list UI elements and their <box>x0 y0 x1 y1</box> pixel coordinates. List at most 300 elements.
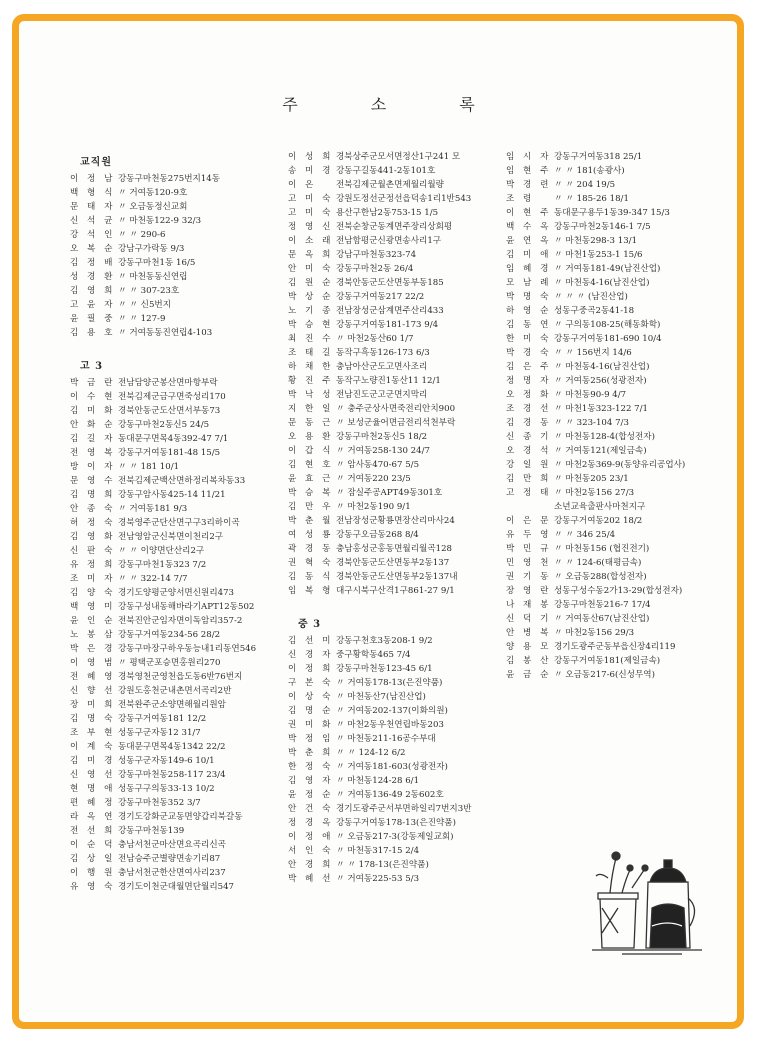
address-column-3 <box>506 150 696 682</box>
address-entry <box>70 432 285 446</box>
entry-address: 충남홍성군홍동면월리월곡128 <box>336 544 453 554</box>
entry-address: 성동구군자동12 31/7 <box>118 728 201 738</box>
entry-address: 강동구마천2동신5 18/2 <box>336 432 428 442</box>
entry-address: 〃 거여동256(성광전자) <box>554 376 647 386</box>
entry-name: 안 종 숙 <box>70 504 116 514</box>
entry-name: 고 윤 자 <box>70 300 116 310</box>
entry-name: 현 명 애 <box>70 784 116 794</box>
address-entry <box>70 298 285 312</box>
entry-name: 정 명 자 <box>506 376 552 386</box>
entry-name: 한 정 숙 <box>288 762 334 772</box>
entry-address: 〃 마천2동산60 1/7 <box>336 334 414 344</box>
address-entry <box>506 360 696 374</box>
address-entry <box>288 648 502 662</box>
entry-name: 이 정 애 <box>288 832 334 842</box>
entry-name: 박 춘 희 <box>288 748 334 758</box>
address-entry <box>70 418 285 432</box>
address-entry <box>506 514 696 528</box>
entry-name: 김 경 동 <box>506 418 552 428</box>
entry-address: 충남서천군한산면여사리237 <box>118 868 226 878</box>
entry-name: 조 령 <box>506 194 535 204</box>
entry-address: 경기도광주군서부면하일리7번지3반 <box>336 804 472 814</box>
address-entry <box>288 584 502 598</box>
entry-address: 〃 거여동202-137(이화의원) <box>336 706 448 716</box>
entry-address: 전북완주군소양면해월리원암 <box>118 700 226 710</box>
address-entry <box>288 150 502 164</box>
address-entry <box>70 824 285 838</box>
entry-name: 김 용 호 <box>70 328 116 338</box>
entry-name: 임 복 형 <box>288 586 334 596</box>
entry-address: 전북김제군금구면죽성리170 <box>118 392 226 402</box>
address-entry <box>506 598 696 612</box>
entry-address: 〃 〃 127-9 <box>118 314 166 324</box>
address-entry <box>506 318 696 332</box>
entry-address: 〃 〃 124-12 6/2 <box>336 748 406 758</box>
entry-name: 안 미 숙 <box>288 264 334 274</box>
address-entry <box>288 486 502 500</box>
entry-name: 박 낙 성 <box>288 390 334 400</box>
entry-address: 전남진도군고군면지막리 <box>336 390 428 400</box>
entry-address: 강동구거여동202 18/2 <box>554 516 643 526</box>
entry-name: 이 행 원 <box>70 868 116 878</box>
entry-name: 오 정 화 <box>506 390 552 400</box>
entry-address: 〃 마천1동253-1 15/6 <box>554 250 643 260</box>
address-entry <box>70 838 285 852</box>
address-entry <box>288 662 502 676</box>
entry-name: 조 경 선 <box>506 404 552 414</box>
entry-address: 〃 〃 124-6(태평금속) <box>554 558 642 568</box>
address-entry <box>506 164 696 178</box>
entry-name: 박 정 임 <box>288 734 334 744</box>
address-entry <box>288 858 502 872</box>
address-entry <box>506 542 696 556</box>
entry-address: 〃 잠실주공APT49동301호 <box>336 488 443 498</box>
entry-name: 박 민 규 <box>506 544 552 554</box>
entry-address: 강동구마천동139 <box>118 826 185 836</box>
address-entry <box>288 872 502 886</box>
address-entry <box>506 374 696 388</box>
entry-address: 강동구길동441-2동101호 <box>336 166 436 176</box>
entry-name: 윤 금 순 <box>506 670 552 680</box>
entry-name: 조 태 길 <box>288 348 334 358</box>
address-entry <box>288 304 502 318</box>
entry-address: 〃 〃 156번지 14/6 <box>554 348 632 358</box>
entry-address: 전남담양군봉산면마항부락 <box>118 378 218 388</box>
entry-address: 전남함평군신광면송사리1구 <box>336 236 442 246</box>
entry-name: 이 은 문 <box>506 516 552 526</box>
address-entry <box>506 500 696 514</box>
entry-name: 송 미 경 <box>288 166 334 176</box>
entry-address: 〃 마천동211-16공수부대 <box>336 734 436 744</box>
entry-address: 〃 〃 178-13(은진약품) <box>336 860 429 870</box>
address-entry <box>70 270 285 284</box>
address-entry <box>288 528 502 542</box>
address-entry <box>288 374 502 388</box>
entry-address: 〃 거여동225-53 5/3 <box>336 874 420 884</box>
entry-name: 권 혁 숙 <box>288 558 334 568</box>
entry-address: 〃 거여동181 9/3 <box>118 504 188 514</box>
address-entry <box>288 634 502 648</box>
entry-name: 박 명 숙 <box>506 292 552 302</box>
entry-address: 〃 마천2동190 9/1 <box>336 502 411 512</box>
address-entry <box>288 830 502 844</box>
entry-address: 경북안동군도산면서부동73 <box>118 406 221 416</box>
address-entry <box>506 346 696 360</box>
entry-address: 〃 암사동470-67 5/5 <box>336 460 420 470</box>
address-entry <box>288 570 502 584</box>
entry-name: 박 혜 선 <box>288 874 334 884</box>
address-entry <box>288 290 502 304</box>
address-entry <box>506 234 696 248</box>
entry-address: 〃 〃 181 10/1 <box>118 462 180 472</box>
entry-address: 강동구천호3동208-1 9/2 <box>336 636 433 646</box>
address-entry <box>288 332 502 346</box>
address-entry <box>70 768 285 782</box>
entry-address: 강남구마천동323-74 <box>336 250 417 260</box>
entry-name: 안 건 숙 <box>288 804 334 814</box>
entry-name: 라 옥 연 <box>70 812 116 822</box>
address-entry <box>70 628 285 642</box>
entry-name: 박 승 복 <box>288 488 334 498</box>
address-entry <box>506 192 696 206</box>
address-entry <box>506 248 696 262</box>
entry-name: 오 용 환 <box>288 432 334 442</box>
entry-name: 김 영 희 <box>70 286 116 296</box>
address-entry <box>288 360 502 374</box>
entry-name: 이 계 숙 <box>70 742 116 752</box>
entry-address: 〃 마천동산7(남진산업) <box>336 692 426 702</box>
entry-name: 최 진 수 <box>288 334 334 344</box>
address-entry <box>288 388 502 402</box>
entry-name: 김 동 연 <box>506 320 552 330</box>
entry-address: 강남구가락동 9/3 <box>118 244 185 254</box>
entry-name: 한 미 숙 <box>506 334 552 344</box>
entry-name: 조 미 자 <box>70 574 116 584</box>
entry-address: 중구황학동465 7/4 <box>336 650 411 660</box>
entry-address: 전남장성군삼계면주산리433 <box>336 306 444 316</box>
entry-name: 정 영 신 <box>288 222 334 232</box>
address-entry <box>70 572 285 586</box>
entry-address: 〃 마천동128-4(합성전자) <box>554 432 655 442</box>
address-entry <box>70 460 285 474</box>
address-entry <box>506 276 696 290</box>
entry-name: 김 은 주 <box>506 362 552 372</box>
entry-address: 〃 거여동178-13(은진약품) <box>336 678 443 688</box>
entry-name: 김 길 자 <box>70 434 116 444</box>
entry-name: 문 영 수 <box>70 476 116 486</box>
address-entry <box>506 668 696 682</box>
entry-name: 이 수 현 <box>70 392 116 402</box>
address-entry <box>70 782 285 796</box>
address-entry <box>288 318 502 332</box>
entry-name: 신 향 선 <box>70 686 116 696</box>
entry-address: 〃 마천동317-15 2/4 <box>336 846 420 856</box>
entry-name: 박 승 현 <box>288 320 334 330</box>
entry-name: 곽 경 동 <box>288 544 334 554</box>
address-entry <box>506 640 696 654</box>
entry-name: 김 명 숙 <box>70 714 116 724</box>
address-entry <box>70 530 285 544</box>
address-entry <box>288 178 502 192</box>
entry-name: 노 봉 삼 <box>70 630 116 640</box>
entry-address: 〃 마천동122-9 32/3 <box>118 216 202 226</box>
entry-name: 윤 인 순 <box>70 616 116 626</box>
entry-name: 조 부 현 <box>70 728 116 738</box>
entry-address: 〃 〃 이양면단산리2구 <box>118 546 205 556</box>
entry-name: 장 영 란 <box>506 586 552 596</box>
address-entry <box>288 676 502 690</box>
entry-name: 이 정 희 <box>288 664 334 674</box>
entry-address: 경북영주군단산면구구3리하이곡 <box>118 518 240 528</box>
entry-address: 경기도광주군동부읍신장4리119 <box>554 642 676 652</box>
entry-name: 서 인 숙 <box>288 846 334 856</box>
entry-address: 〃 〃 〃 (남진산업) <box>554 292 628 302</box>
section-header: 고 3 <box>80 361 104 372</box>
entry-name: 이 정 남 <box>70 174 116 184</box>
entry-address: 동대문구면목4동1342 22/2 <box>118 742 226 752</box>
entry-address: 강동구마천2동신5 24/5 <box>118 420 210 430</box>
address-entry <box>70 880 285 894</box>
entry-address: 강동구거여동181-173 9/4 <box>336 320 439 330</box>
address-entry <box>288 500 502 514</box>
address-entry <box>288 402 502 416</box>
address-entry <box>70 754 285 768</box>
entry-name: 황 진 주 <box>288 376 334 386</box>
entry-name: 안 화 순 <box>70 420 116 430</box>
entry-address: 강동구마천동123-45 6/1 <box>336 664 433 674</box>
address-entry <box>70 852 285 866</box>
entry-name: 김 정 배 <box>70 258 116 268</box>
entry-address: 성동구군자동149-6 10/1 <box>118 756 215 766</box>
entry-address: 〃 〃 181(송광사) <box>554 166 625 176</box>
entry-address: 〃 거여동동진연립4-103 <box>118 328 213 338</box>
entry-name: 신 종 기 <box>506 432 552 442</box>
entry-address: 〃 거여동181-49(남진산업) <box>554 264 661 274</box>
entry-name: 윤 효 근 <box>288 474 334 484</box>
entry-name: 박 경 숙 <box>506 348 552 358</box>
entry-name: 강 일 원 <box>506 460 552 470</box>
address-entry <box>70 242 285 256</box>
address-entry <box>506 332 696 346</box>
entry-address: 〃 〃 346 25/4 <box>554 530 616 540</box>
address-entry <box>70 656 285 670</box>
address-entry <box>506 556 696 570</box>
entry-name: 허 정 숙 <box>70 518 116 528</box>
entry-address: 〃 〃 290-6 <box>118 230 166 240</box>
entry-name: 신 경 자 <box>288 650 334 660</box>
address-entry <box>70 474 285 488</box>
entry-address: 〃 마천동124-28 6/1 <box>336 776 420 786</box>
entry-name: 윤 연 옥 <box>506 236 552 246</box>
entry-name: 신 석 균 <box>70 216 116 226</box>
entry-address: 〃 〃 322-14 7/7 <box>118 574 188 584</box>
entry-address: 성동구중곡2동41-18 <box>554 306 635 316</box>
entry-address: 강동구거여동318 25/1 <box>554 152 643 162</box>
entry-address: 강동구거여동217 22/2 <box>336 292 425 302</box>
entry-address: 전남장성군황룡면장산리마사24 <box>336 516 455 526</box>
address-entry <box>70 866 285 880</box>
entry-name: 유 정 희 <box>70 560 116 570</box>
entry-address: 경북안동군도산면동부2동137내 <box>336 572 458 582</box>
entry-address: 〃 충주군상사면죽전리안치900 <box>336 404 456 414</box>
entry-address: 〃 거여동220 23/5 <box>336 474 411 484</box>
entry-address: 동작구노량진1동산11 12/1 <box>336 376 441 386</box>
entry-name: 문 옥 희 <box>288 250 334 260</box>
entry-address: 〃 마천2동156 29/3 <box>554 628 635 638</box>
entry-name: 김 미 애 <box>506 250 552 260</box>
address-entry <box>70 600 285 614</box>
entry-name: 여 성 룡 <box>288 530 334 540</box>
entry-name: 이 상 숙 <box>288 692 334 702</box>
address-entry <box>506 654 696 668</box>
entry-name: 이 영 범 <box>70 658 116 668</box>
address-entry <box>288 788 502 802</box>
entry-address: 〃 거여동산67(남진산업) <box>554 614 650 624</box>
address-entry <box>70 740 285 754</box>
entry-address: 경기도양평군양서면신원리473 <box>118 588 235 598</box>
entry-address: 동작구흑동126-173 6/3 <box>336 348 430 358</box>
entry-address: 〃 〃 204 19/5 <box>554 180 616 190</box>
entry-name: 전 선 희 <box>70 826 116 836</box>
entry-address: 경기도이천군대월면단월리547 <box>118 882 235 892</box>
entry-address: 강동구마천1동323 7/2 <box>118 560 207 570</box>
address-entry <box>70 312 285 326</box>
address-entry <box>506 262 696 276</box>
address-entry <box>288 556 502 570</box>
entry-name: 편 혜 정 <box>70 798 116 808</box>
entry-address: 동대문구면목4동392-47 7/1 <box>118 434 229 444</box>
address-entry <box>70 200 285 214</box>
entry-address: 강동구거여동181-48 15/5 <box>118 448 221 458</box>
address-entry <box>70 544 285 558</box>
entry-name: 노 기 종 <box>288 306 334 316</box>
entry-address: 〃 오금동정신교회 <box>118 202 188 212</box>
entry-address: 전북김제군백산면하정리복차동33 <box>118 476 246 486</box>
entry-name: 강 석 인 <box>70 230 116 240</box>
address-entry <box>288 816 502 830</box>
address-entry <box>288 444 502 458</box>
entry-name: 신 영 선 <box>70 770 116 780</box>
entry-name: 이 순 덕 <box>70 840 116 850</box>
entry-address: 강동구마천동216-7 17/4 <box>554 600 651 610</box>
entry-name: 김 동 식 <box>288 572 334 582</box>
entry-address: 〃 구의동108-25(해동화학) <box>554 320 661 330</box>
entry-name: 백 형 식 <box>70 188 116 198</box>
section-header: 교직원 <box>80 157 112 168</box>
address-entry <box>288 458 502 472</box>
address-entry <box>506 458 696 472</box>
entry-address: 〃 마천동298-3 13/1 <box>554 236 638 246</box>
entry-name: 문 태 자 <box>70 202 116 212</box>
entry-address: 〃 마천동205 23/1 <box>554 474 629 484</box>
entry-address: 전북김제군월촌면제월리월량 <box>336 180 444 190</box>
address-entry <box>288 472 502 486</box>
entry-address: 성동구구의동33-13 10/2 <box>118 784 215 794</box>
entry-name: 이 현 주 <box>506 208 552 218</box>
entry-address: 강동구마천동275번지14동 <box>118 174 221 184</box>
entry-address: 강동구거여동181-690 10/4 <box>554 334 662 344</box>
entry-name: 박 경 련 <box>506 180 552 190</box>
entry-name: 임 혜 경 <box>506 264 552 274</box>
address-entry <box>288 746 502 760</box>
entry-name: 전 영 복 <box>70 448 116 458</box>
entry-address: 강동구마천동258-117 23/4 <box>118 770 226 780</box>
entry-name: 나 재 봉 <box>506 600 552 610</box>
entry-address: 〃 〃 307-23호 <box>118 286 180 296</box>
address-entry <box>70 558 285 572</box>
entry-name: 신 덕 기 <box>506 614 552 624</box>
entry-name: 이 성 희 <box>288 152 334 162</box>
entry-name: 오 복 순 <box>70 244 116 254</box>
entry-address: 강원도홍천군내촌면서곡리2반 <box>118 686 232 696</box>
entry-address: 〃 거여동120-9호 <box>118 188 188 198</box>
entry-address: 〃 마천동4-16(남진산업) <box>554 362 650 372</box>
address-entry <box>288 234 502 248</box>
entry-name: 권 미 화 <box>288 720 334 730</box>
entry-address: 〃 마천1동323-122 7/1 <box>554 404 648 414</box>
entry-address: 대구시북구산격1구861-27 9/1 <box>336 586 455 596</box>
entry-name: 고 미 숙 <box>288 208 334 218</box>
entry-name: 김 상 일 <box>70 854 116 864</box>
address-entry <box>506 570 696 584</box>
entry-address: 경북안동군도산면동부2동137 <box>336 558 450 568</box>
address-entry <box>506 472 696 486</box>
entry-address: 〃 평택군포승면홍원리270 <box>118 658 221 668</box>
address-entry <box>288 704 502 718</box>
entry-address: 강동구암사동425-14 11/21 <box>118 490 226 500</box>
entry-name: 정 경 옥 <box>288 818 334 828</box>
entry-address: 〃 보성군율어면금전리석천부락 <box>336 418 456 428</box>
entry-address: 강동구마장구하우동능내1리동연546 <box>118 644 257 654</box>
entry-name: 박 상 순 <box>288 292 334 302</box>
entry-address: 동대문구용두1동39-347 15/3 <box>554 208 670 218</box>
vase-flowers-illustration <box>592 848 702 998</box>
entry-address: 〃 거여동136-49 2동602호 <box>336 790 444 800</box>
section-spacer <box>70 340 285 354</box>
address-entry <box>506 584 696 598</box>
address-entry <box>288 760 502 774</box>
entry-name: 방 이 자 <box>70 462 116 472</box>
entry-address: 전남영암군신북면이천리2구 <box>118 532 224 542</box>
address-entry <box>70 712 285 726</box>
address-entry <box>506 528 696 542</box>
entry-address: 〃 마천2동우천연립바동203 <box>336 720 444 730</box>
entry-name: 안 병 복 <box>506 628 552 638</box>
entry-address: 〃 〃 323-104 7/3 <box>554 418 629 428</box>
section-spacer <box>288 598 502 612</box>
address-entry <box>288 276 502 290</box>
address-entry <box>506 304 696 318</box>
address-entry <box>70 726 285 740</box>
entry-name: 박 금 란 <box>70 378 116 388</box>
entry-name: 이 온 <box>288 180 317 190</box>
address-entry <box>506 416 696 430</box>
address-entry <box>70 446 285 460</box>
entry-name: 유 영 숙 <box>70 882 116 892</box>
address-entry <box>288 542 502 556</box>
entry-name: 김 현 호 <box>288 460 334 470</box>
address-entry <box>506 486 696 500</box>
entry-name: 박 춘 월 <box>288 516 334 526</box>
section-header: 중 3 <box>298 619 322 630</box>
address-entry <box>506 612 696 626</box>
address-column-2 <box>288 150 502 886</box>
entry-address: 강동구거여동181(제일금속) <box>554 656 661 666</box>
entry-name: 이 소 래 <box>288 236 334 246</box>
entry-name: 전 혜 영 <box>70 672 116 682</box>
address-entry <box>70 488 285 502</box>
address-entry <box>70 642 285 656</box>
